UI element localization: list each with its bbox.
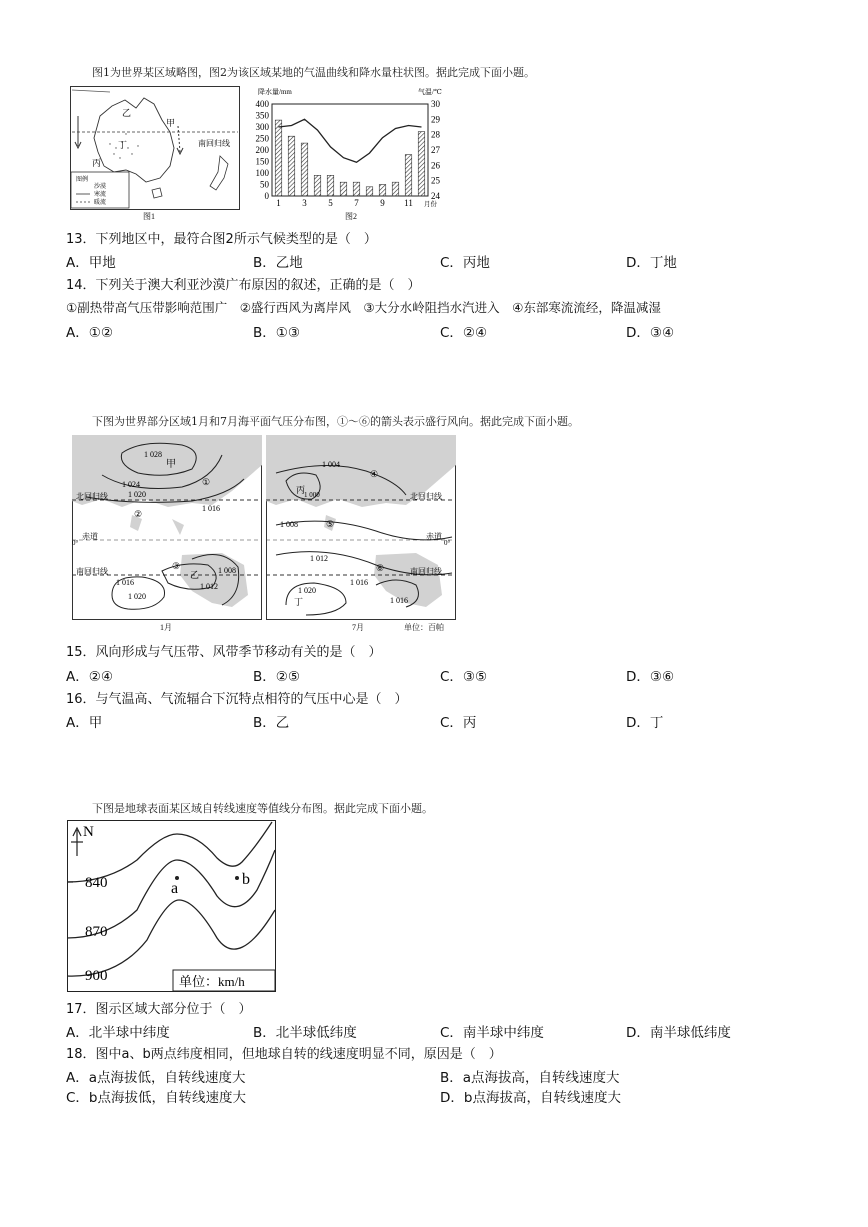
svg-text:1 012: 1 012 [200, 582, 218, 591]
q16-option-c[interactable]: C．丙 [440, 715, 477, 731]
legend-warm-current: 暖流 [94, 200, 107, 206]
map-label-bing: 丙 [92, 158, 102, 168]
q17-option-d[interactable]: D．南半球低纬度 [626, 1025, 731, 1041]
question-16: 16．与气温高、气流辐合下沉特点相符的气压中心是（ ） [66, 692, 408, 707]
svg-text:1 000: 1 000 [304, 491, 320, 499]
svg-text:1 024: 1 024 [122, 480, 140, 489]
precip-bar [327, 175, 334, 196]
precip-bar [314, 175, 321, 196]
q18-option-b[interactable]: B．a点海拔高，自转线速度大 [440, 1070, 620, 1086]
svg-text:北回归线: 北回归线 [410, 492, 442, 501]
q18-option-c[interactable]: C．b点海拔低，自转线速度大 [66, 1090, 246, 1106]
left-tick-label: 200 [255, 145, 269, 155]
left-axis-label: 降水量/mm [258, 88, 292, 96]
label-ding: 丁 [294, 597, 304, 607]
precip-bar [379, 185, 386, 197]
precip-bar [340, 182, 347, 196]
svg-text:1 028: 1 028 [144, 450, 162, 459]
svg-text:①: ① [202, 477, 211, 487]
legend-title: 图例 [76, 177, 89, 183]
svg-text:0°: 0° [72, 539, 79, 547]
pressure-map-january [72, 435, 262, 620]
q13-option-c[interactable]: C．丙地 [440, 255, 490, 271]
isoline-840: 840 [85, 875, 108, 891]
q18-option-d[interactable]: D．b点海拔高，自转线速度大 [440, 1090, 621, 1106]
north-label: N [83, 824, 94, 840]
svg-text:⑤: ⑤ [326, 519, 335, 529]
svg-text:北回归线: 北回归线 [76, 492, 108, 501]
point-b-label: b [242, 871, 250, 888]
svg-text:1 020: 1 020 [128, 592, 146, 601]
month-tick-label: 1 [276, 198, 281, 208]
svg-text:1 016: 1 016 [350, 578, 368, 587]
label-yi: 乙 [190, 570, 200, 580]
speed-unit: 单位：km/h [179, 974, 245, 989]
figure-2-caption: 图2 [345, 212, 357, 221]
svg-text:⑥: ⑥ [376, 563, 385, 573]
q14-option-c[interactable]: C．②④ [440, 325, 488, 341]
q14-option-a[interactable]: A．①② [66, 325, 113, 341]
question-18: 18．图中a、b两点纬度相同，但地球自转的线速度明显不同，原因是（ ） [66, 1047, 502, 1062]
q16-option-a[interactable]: A．甲 [66, 715, 103, 731]
q13-option-d[interactable]: D．丁地 [626, 255, 677, 271]
precip-bar [366, 187, 373, 196]
isoline-870: 870 [85, 924, 108, 940]
rotation-speed-isoline-map [67, 820, 277, 993]
precip-bar [288, 136, 295, 196]
svg-text:赤道: 赤道 [426, 532, 442, 541]
svg-text:②: ② [134, 509, 143, 519]
map-label-jia: 甲 [166, 118, 176, 128]
q16-option-b[interactable]: B．乙 [253, 715, 290, 731]
month-tick-label: 11 [404, 198, 413, 208]
q14-option-d[interactable]: D．③④ [626, 325, 675, 341]
left-tick-label: 250 [255, 133, 269, 144]
right-tick-label: 26 [431, 160, 440, 171]
july-caption: 7月 [352, 623, 364, 632]
right-tick-label: 28 [431, 129, 440, 140]
month-tick-label: 5 [328, 198, 333, 208]
left-tick-label: 400 [255, 99, 269, 109]
left-tick-label: 300 [255, 122, 269, 132]
isoline-900: 900 [85, 968, 108, 984]
label-bing: 丙 [296, 485, 306, 495]
month-tick-label: 7 [354, 198, 359, 208]
label-jia: 甲 [166, 459, 176, 470]
precip-bar [418, 132, 425, 196]
intro-2: 下图为世界部分区域1月和7月海平面气压分布图，①～⑥的箭头表示盛行风向。据此完成下面小题。 [92, 415, 579, 428]
svg-text:0°: 0° [444, 539, 451, 547]
question-14: 14．下列关于澳大利亚沙漠广布原因的叙述，正确的是（ ） [66, 278, 421, 293]
svg-text:④: ④ [370, 469, 379, 479]
q13-option-b[interactable]: B．乙地 [253, 255, 303, 271]
svg-text:1 012: 1 012 [310, 554, 328, 563]
figure-2-climate-chart [246, 86, 456, 210]
precip-bar [353, 182, 360, 196]
map-label-ding: 丁 [118, 140, 128, 150]
q15-option-d[interactable]: D．③⑥ [626, 669, 675, 685]
month-tick-label: 9 [380, 198, 385, 208]
legend-desert: 沙漠 [94, 184, 107, 190]
svg-text:③: ③ [172, 561, 181, 571]
svg-text:南回归线: 南回归线 [76, 567, 108, 576]
q15-option-a[interactable]: A．②④ [66, 669, 113, 685]
plot-frame [272, 104, 428, 196]
temperature-line [279, 119, 422, 162]
precip-bar [392, 182, 399, 196]
precip-bar [405, 155, 412, 196]
point-b-marker [235, 876, 239, 880]
intro-3: 下图是地球表面某区域自转线速度等值线分布图。据此完成下面小题。 [92, 802, 433, 815]
right-tick-label: 27 [431, 145, 440, 155]
map-label-yi: 乙 [122, 108, 132, 118]
left-tick-label: 0 [264, 191, 269, 201]
point-a-label: a [171, 880, 179, 897]
svg-text:1 008: 1 008 [218, 566, 236, 575]
q15-option-b[interactable]: B．②⑤ [253, 669, 300, 685]
svg-text:1 004: 1 004 [322, 460, 340, 469]
figure-1-caption-text: 图1 [143, 212, 155, 221]
svg-text:赤道: 赤道 [82, 532, 98, 541]
figure-1-map [70, 86, 240, 210]
question-17: 17．图示区域大部分位于（ ） [66, 1002, 252, 1017]
question-13: 13．下列地区中，最符合图2所示气候类型的是（ ） [66, 232, 377, 247]
right-tick-label: 24 [431, 191, 440, 201]
q17-option-b[interactable]: B．北半球低纬度 [253, 1025, 357, 1041]
q17-option-c[interactable]: C．南半球中纬度 [440, 1025, 544, 1041]
svg-text:南回归线: 南回归线 [410, 567, 442, 576]
right-tick-label: 30 [431, 99, 440, 109]
intro-1: 图1为世界某区域略图，图2为该区域某地的气温曲线和降水量柱状图。据此完成下面小题。 [92, 66, 535, 79]
month-axis-label: 月份 [424, 201, 437, 208]
svg-text:1 016: 1 016 [202, 504, 220, 513]
q18-option-a[interactable]: A．a点海拔低，自转线速度大 [66, 1070, 246, 1086]
month-tick-label: 3 [302, 198, 307, 208]
right-axis-label: 气温/℃ [418, 88, 442, 96]
q15-option-c[interactable]: C．③⑤ [440, 669, 488, 685]
map-label-tropic: 南回归线 [198, 139, 230, 148]
svg-text:1 016: 1 016 [390, 596, 408, 605]
precip-bar [301, 143, 308, 196]
q14-statements: ①副热带高气压带影响范围广 ②盛行西风为离岸风 ③大分水岭阻挡水汽进入 ④东部寒流流经，降温减湿 [66, 300, 661, 315]
q16-option-d[interactable]: D．丁 [626, 715, 664, 731]
pressure-unit: 单位：百帕 [404, 623, 444, 632]
svg-text:1 020: 1 020 [298, 586, 316, 595]
right-tick-label: 25 [431, 175, 440, 186]
svg-text:1 020: 1 020 [128, 490, 146, 499]
q14-option-b[interactable]: B．①③ [253, 325, 300, 341]
left-tick-label: 50 [260, 179, 269, 190]
precip-bar [275, 120, 282, 196]
svg-text:1 008: 1 008 [280, 520, 298, 529]
svg-text:1 016: 1 016 [116, 578, 134, 587]
legend-cold-current: 寒流 [94, 192, 107, 198]
q13-option-a[interactable]: A．甲地 [66, 255, 116, 271]
left-tick-label: 350 [255, 110, 269, 121]
january-caption: 1月 [160, 623, 172, 632]
left-tick-label: 150 [255, 156, 269, 167]
right-tick-label: 29 [431, 114, 440, 125]
left-tick-label: 100 [255, 168, 269, 178]
pressure-map-july [266, 435, 456, 620]
question-15: 15．风向形成与气压带、风带季节移动有关的是（ ） [66, 645, 382, 660]
q17-option-a[interactable]: A．北半球中纬度 [66, 1025, 170, 1041]
